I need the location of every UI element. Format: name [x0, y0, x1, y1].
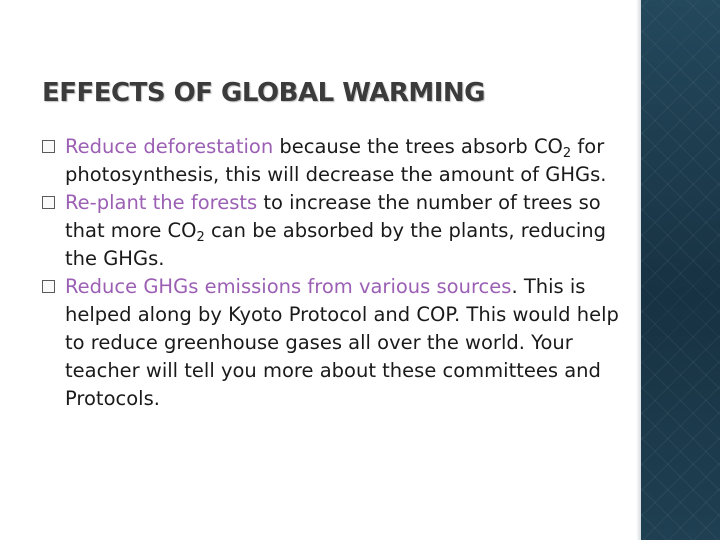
decorative-side-panel	[641, 0, 720, 540]
bullet-item-deforestation	[42, 133, 627, 189]
bullet-text: . This is helped along by Kyoto Protocol and COP. This would help to reduce greenhouse gases all over the world. Your teacher will tell you more about these committees and Protocols.	[65, 275, 619, 410]
bullet-text: because the trees absorb CO	[273, 135, 563, 158]
slide-title: EFFECTS OF GLOBAL WARMING	[42, 78, 485, 108]
bullet-list	[42, 133, 627, 413]
bullet-text: can be absorbed by the plants, reducing the GHGs.	[65, 219, 606, 270]
square-bullet-icon	[42, 196, 55, 209]
bullet-item-emissions	[42, 273, 627, 413]
bullet-highlight: Reduce deforestation	[65, 135, 274, 158]
subscript-text: 2	[562, 146, 572, 161]
bullet-item-replant	[42, 189, 627, 273]
square-bullet-icon	[42, 140, 55, 153]
bullet-highlight: Re-plant the forests	[65, 191, 258, 214]
bullet-highlight: Reduce GHGs emissions from various sources	[65, 275, 512, 298]
bullet-text: to increase the number of trees so that more CO	[65, 191, 601, 242]
square-bullet-icon	[42, 280, 55, 293]
subscript-text: 2	[196, 230, 205, 245]
bullet-text: for photosynthesis, this will decrease the amount of GHGs.	[65, 135, 607, 186]
